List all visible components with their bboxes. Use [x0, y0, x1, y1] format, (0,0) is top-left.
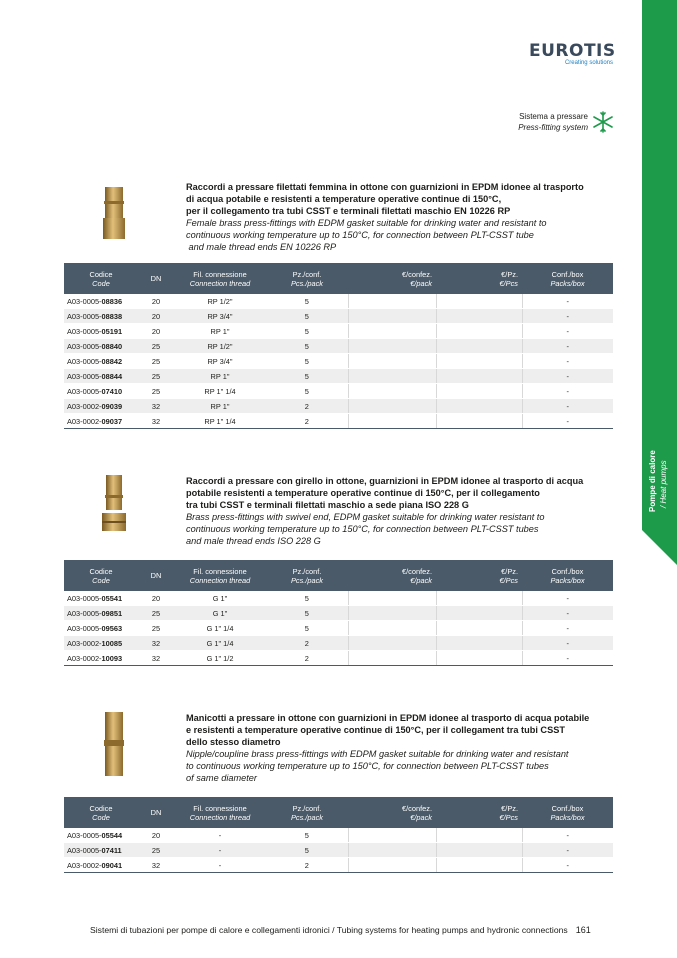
product-code [64, 339, 138, 354]
product-code-prefix: A03-0005- [67, 356, 102, 366]
title-line: e resistenti a temperature operative continue di 150°C, per il collegament tra tubi CSST [186, 725, 565, 735]
column-header-it: €/confez. [402, 566, 432, 576]
product-code-prefix: A03-0005- [67, 830, 102, 840]
title-line: tra tubi CSST e terminali filettati maschio a sede piana ISO 228 G [186, 500, 469, 510]
table-header-row [64, 263, 613, 294]
dn-cell: 32 [138, 636, 174, 651]
pcs-cell: 2 [266, 636, 348, 651]
dn-cell: 25 [138, 843, 174, 858]
section-tab-en: / Heat pumps [659, 460, 668, 508]
column-header-it: DN [150, 274, 162, 283]
product-code [64, 414, 138, 429]
eur-pcs-cell [436, 399, 522, 414]
box-cell: - [522, 621, 613, 636]
column-header-box [522, 797, 613, 828]
eur-pcs-cell [436, 621, 522, 636]
section-2-title-it [186, 475, 616, 511]
section-3-title-it [186, 712, 616, 748]
product-code [64, 384, 138, 399]
box-cell: - [522, 339, 613, 354]
column-header-en: Pcs./pack [290, 812, 324, 822]
column-header-en: Packs/box [550, 575, 585, 585]
table-header-row [64, 560, 613, 591]
product-code-suffix: 05191 [101, 326, 123, 336]
eur-pack-cell [348, 636, 436, 651]
product-code [64, 354, 138, 369]
column-header-eur-pack [348, 560, 436, 591]
product-code-suffix: 05541 [101, 593, 123, 603]
product-code-suffix: 09563 [101, 623, 123, 633]
box-cell: - [522, 294, 613, 309]
column-header-eur-pack [348, 797, 436, 828]
table-row [64, 591, 613, 606]
product-code-suffix: 08840 [101, 341, 123, 351]
column-header-it: Fil. connessione [193, 269, 247, 279]
column-header-en: Code [92, 812, 110, 822]
thread-cell: G 1" [174, 606, 266, 621]
eur-pcs-cell [436, 828, 522, 843]
coupling-fitting-image [100, 710, 128, 780]
column-header-en: Packs/box [550, 278, 585, 288]
dn-cell: 32 [138, 414, 174, 429]
dn-cell: 25 [138, 339, 174, 354]
column-header-thread [174, 560, 266, 591]
eur-pack-cell [348, 324, 436, 339]
column-header-box [522, 560, 613, 591]
product-code-suffix: 08842 [101, 356, 123, 366]
product-code-suffix: 07410 [101, 386, 123, 396]
eur-pack-cell [348, 309, 436, 324]
table-row [64, 369, 613, 384]
column-header-en: €/Pcs [499, 278, 518, 288]
eur-pcs-cell [436, 369, 522, 384]
product-code-suffix: 09851 [101, 608, 123, 618]
eur-pack-cell [348, 606, 436, 621]
product-code-suffix: 09037 [101, 416, 123, 426]
pcs-cell: 5 [266, 324, 348, 339]
product-code [64, 651, 138, 666]
product-code-prefix: A03-0002- [67, 860, 102, 870]
table-row [64, 636, 613, 651]
box-cell: - [522, 591, 613, 606]
product-code [64, 324, 138, 339]
column-header-it: €/Pz. [501, 803, 518, 813]
table-row [64, 828, 613, 843]
eur-pack-cell [348, 384, 436, 399]
title-line: Raccordi a pressare filettati femmina in ottone con guarnizioni in EPDM idonee al trasporto [186, 182, 584, 192]
product-code-suffix: 08844 [101, 371, 123, 381]
section-1-title-it [186, 181, 616, 217]
female-threaded-fitting-image [100, 185, 128, 241]
thread-cell: G 1" 1/2 [174, 651, 266, 666]
pcs-cell: 5 [266, 621, 348, 636]
dn-cell: 32 [138, 858, 174, 873]
column-header-en: €/Pcs [499, 575, 518, 585]
table-row [64, 324, 613, 339]
title-line: potabile resistenti a temperature operative continue di 150°C, per il collegamento [186, 488, 540, 498]
table-row [64, 606, 613, 621]
product-code-prefix: A03-0002- [67, 416, 102, 426]
dn-cell: 25 [138, 384, 174, 399]
title-line: continuous working temperature up to 150°C, for connection between PLT-CSST tube [186, 230, 534, 240]
eur-pcs-cell [436, 414, 522, 429]
product-code [64, 843, 138, 858]
column-header-it: Codice [89, 803, 113, 813]
pcs-cell: 2 [266, 399, 348, 414]
product-code-suffix: 10085 [101, 638, 123, 648]
eur-pcs-cell [436, 354, 522, 369]
column-header-en: Connection thread [189, 812, 251, 822]
title-line: dello stesso diametro [186, 737, 281, 747]
column-header-eur-pcs [436, 797, 522, 828]
section-3-title-en [186, 748, 616, 784]
eur-pcs-cell [436, 339, 522, 354]
column-header-thread [174, 797, 266, 828]
thread-cell: RP 1" [174, 399, 266, 414]
dn-cell: 20 [138, 591, 174, 606]
product-code-prefix: A03-0005- [67, 296, 102, 306]
table-header-row [64, 797, 613, 828]
title-line: di acqua potabile e resistenti a temperature operative continue di 150°C, [186, 194, 502, 204]
column-header-eur-pcs [436, 560, 522, 591]
eur-pack-cell [348, 621, 436, 636]
column-header-it: Pz./conf. [292, 803, 322, 813]
column-header-it: Conf./box [551, 566, 584, 576]
eur-pcs-cell [436, 843, 522, 858]
section-tab-it: Pompe di calore [648, 450, 657, 512]
column-header-dn [138, 797, 174, 828]
column-header-box [522, 263, 613, 294]
thread-cell: G 1" 1/4 [174, 621, 266, 636]
product-code [64, 858, 138, 873]
product-code-prefix: A03-0005- [67, 341, 102, 351]
column-header-dn [138, 263, 174, 294]
brand-logo [529, 41, 619, 66]
pcs-cell: 5 [266, 606, 348, 621]
box-cell: - [522, 843, 613, 858]
product-code [64, 828, 138, 843]
thread-cell: RP 1/2" [174, 294, 266, 309]
eur-pcs-cell [436, 606, 522, 621]
thread-cell: RP 1" 1/4 [174, 414, 266, 429]
column-header-en: €/pack [410, 278, 432, 288]
dn-cell: 20 [138, 324, 174, 339]
eur-pack-cell [348, 843, 436, 858]
title-line: Female brass press-fittings with EDPM gasket suitable for drinking water and resistant to [186, 218, 547, 228]
pcs-cell: 5 [266, 591, 348, 606]
dn-cell: 32 [138, 651, 174, 666]
table-row [64, 399, 613, 414]
column-header-pcs [266, 797, 348, 828]
swivel-fitting-image [100, 473, 128, 535]
pcs-cell: 5 [266, 384, 348, 399]
column-header-eur-pack [348, 263, 436, 294]
column-header-it: DN [150, 808, 162, 817]
product-code-prefix: A03-0005- [67, 386, 102, 396]
dn-cell: 20 [138, 828, 174, 843]
thread-cell: RP 1" 1/4 [174, 384, 266, 399]
column-header-it: Conf./box [551, 269, 584, 279]
eur-pcs-cell [436, 294, 522, 309]
eur-pack-cell [348, 858, 436, 873]
section-3-description [186, 712, 616, 784]
product-code [64, 399, 138, 414]
product-code-prefix: A03-0005- [67, 593, 102, 603]
eur-pack-cell [348, 354, 436, 369]
table-row [64, 384, 613, 399]
brand-tagline: Creating solutions [564, 60, 613, 66]
box-cell: - [522, 399, 613, 414]
column-header-en: €/pack [410, 575, 432, 585]
section-1-description [186, 181, 616, 253]
thread-cell: - [174, 828, 266, 843]
column-header-it: DN [150, 571, 162, 580]
eur-pack-cell [348, 414, 436, 429]
system-label-it: Sistema a pressare [519, 112, 588, 121]
product-code-suffix: 09041 [101, 860, 123, 870]
eur-pcs-cell [436, 858, 522, 873]
eur-pack-cell [348, 294, 436, 309]
column-header-en: Pcs./pack [290, 575, 324, 585]
section-tab-label [643, 440, 677, 570]
column-header-it: €/Pz. [501, 269, 518, 279]
product-code [64, 621, 138, 636]
eur-pack-cell [348, 399, 436, 414]
box-cell: - [522, 414, 613, 429]
product-code [64, 606, 138, 621]
column-header-code [64, 560, 138, 591]
dn-cell: 25 [138, 606, 174, 621]
pcs-cell: 2 [266, 651, 348, 666]
table-row [64, 621, 613, 636]
column-header-it: €/Pz. [501, 566, 518, 576]
product-code-prefix: A03-0002- [67, 638, 102, 648]
title-line: per il collegamento tra tubi CSST e terminali filettati maschio EN 10226 RP [186, 206, 511, 216]
eur-pcs-cell [436, 309, 522, 324]
section-3-table [64, 797, 613, 873]
box-cell: - [522, 636, 613, 651]
product-code-prefix: A03-0005- [67, 311, 102, 321]
pcs-cell: 5 [266, 309, 348, 324]
column-header-it: Fil. connessione [193, 803, 247, 813]
product-code-suffix: 09039 [101, 401, 123, 411]
table-row [64, 309, 613, 324]
page-footer [90, 925, 591, 935]
thread-cell: RP 3/4" [174, 309, 266, 324]
eur-pack-cell [348, 591, 436, 606]
dn-cell: 32 [138, 399, 174, 414]
product-code [64, 369, 138, 384]
dn-cell: 20 [138, 309, 174, 324]
product-code-prefix: A03-0005- [67, 623, 102, 633]
eur-pack-cell [348, 651, 436, 666]
title-line: Manicotti a pressare in ottone con guarnizioni in EPDM idonee al trasporto di acqua potabile [186, 713, 590, 723]
thread-cell: RP 1" [174, 369, 266, 384]
eur-pcs-cell [436, 324, 522, 339]
section-1-title-en [186, 217, 616, 253]
footer-text: Sistemi di tubazioni per pompe di calore e collegamenti idronici / Tubing systems for heating pumps and hydronic connections [90, 925, 568, 935]
title-line: Raccordi a pressare con girello in ottone, guarnizioni in EPDM idonee al trasporto di acqua [186, 476, 584, 486]
title-line: continuous working temperature up to 150°C, for connection between PLT-CSST tubes [186, 524, 539, 534]
press-fitting-icon [591, 110, 615, 134]
section-2-title-en [186, 511, 616, 547]
column-header-it: Codice [89, 566, 113, 576]
column-header-en: €/pack [410, 812, 432, 822]
thread-cell: RP 3/4" [174, 354, 266, 369]
product-code [64, 309, 138, 324]
table-row [64, 294, 613, 309]
product-code-prefix: A03-0002- [67, 401, 102, 411]
dn-cell: 25 [138, 354, 174, 369]
eur-pcs-cell [436, 636, 522, 651]
box-cell: - [522, 324, 613, 339]
column-header-it: Conf./box [551, 803, 584, 813]
dn-cell: 20 [138, 294, 174, 309]
column-header-en: Code [92, 575, 110, 585]
thread-cell: G 1" [174, 591, 266, 606]
brand-name: EUROTIS [529, 41, 616, 61]
column-header-it: Codice [89, 269, 113, 279]
column-header-eur-pcs [436, 263, 522, 294]
column-header-it: Pz./conf. [292, 269, 322, 279]
column-header-it: Fil. connessione [193, 566, 247, 576]
title-line: of same diameter [186, 773, 257, 783]
title-line: Nipple/coupline brass press-fittings with EDPM gasket suitable for drinking water and resistant [186, 749, 569, 759]
section-1-table [64, 263, 613, 429]
thread-cell: - [174, 843, 266, 858]
dn-cell: 25 [138, 369, 174, 384]
thread-cell: - [174, 858, 266, 873]
product-code [64, 294, 138, 309]
pcs-cell: 5 [266, 843, 348, 858]
column-header-code [64, 263, 138, 294]
table-row [64, 414, 613, 429]
box-cell: - [522, 606, 613, 621]
pcs-cell: 5 [266, 369, 348, 384]
pcs-cell: 5 [266, 339, 348, 354]
product-code [64, 591, 138, 606]
eur-pcs-cell [436, 384, 522, 399]
thread-cell: G 1" 1/4 [174, 636, 266, 651]
system-label-en: Press-fitting system [518, 123, 588, 132]
eur-pack-cell [348, 369, 436, 384]
column-header-en: Connection thread [189, 575, 251, 585]
table-row [64, 843, 613, 858]
section-2-description [186, 475, 616, 547]
column-header-en: Packs/box [550, 812, 585, 822]
product-code-suffix: 10093 [101, 653, 123, 663]
title-line: Brass press-fittings with swivel end, EDPM gasket suitable for drinking water resistant to [186, 512, 545, 522]
product-code-prefix: A03-0005- [67, 326, 102, 336]
title-line: and male thread ends EN 10226 RP [186, 242, 337, 252]
thread-cell: RP 1/2" [174, 339, 266, 354]
product-code-suffix: 08836 [101, 296, 123, 306]
box-cell: - [522, 369, 613, 384]
box-cell: - [522, 309, 613, 324]
title-line: and male thread ends ISO 228 G [186, 536, 321, 546]
box-cell: - [522, 828, 613, 843]
eur-pack-cell [348, 339, 436, 354]
column-header-it: €/confez. [402, 803, 432, 813]
page-number: 161 [575, 925, 591, 935]
column-header-dn [138, 560, 174, 591]
column-header-pcs [266, 560, 348, 591]
section-2-table [64, 560, 613, 666]
column-header-pcs [266, 263, 348, 294]
product-code-prefix: A03-0005- [67, 845, 102, 855]
product-code [64, 636, 138, 651]
column-header-it: €/confez. [402, 269, 432, 279]
product-code-prefix: A03-0005- [67, 608, 102, 618]
box-cell: - [522, 858, 613, 873]
column-header-en: Code [92, 278, 110, 288]
pcs-cell: 2 [266, 858, 348, 873]
eur-pack-cell [348, 828, 436, 843]
column-header-en: Connection thread [189, 278, 251, 288]
box-cell: - [522, 651, 613, 666]
pcs-cell: 5 [266, 354, 348, 369]
column-header-en: €/Pcs [499, 812, 518, 822]
product-code-prefix: A03-0005- [67, 371, 102, 381]
product-code-suffix: 05544 [101, 830, 123, 840]
eur-pcs-cell [436, 591, 522, 606]
column-header-code [64, 797, 138, 828]
column-header-thread [174, 263, 266, 294]
table-row [64, 651, 613, 666]
product-code-prefix: A03-0002- [67, 653, 102, 663]
column-header-it: Pz./conf. [292, 566, 322, 576]
box-cell: - [522, 354, 613, 369]
column-header-en: Pcs./pack [290, 278, 324, 288]
pcs-cell: 2 [266, 414, 348, 429]
dn-cell: 25 [138, 621, 174, 636]
table-row [64, 858, 613, 873]
table-row [64, 339, 613, 354]
table-row [64, 354, 613, 369]
box-cell: - [522, 384, 613, 399]
thread-cell: RP 1" [174, 324, 266, 339]
title-line: to continuous working temperature up to 150°C, for connection between PLT-CSST tubes [186, 761, 549, 771]
pcs-cell: 5 [266, 294, 348, 309]
product-code-suffix: 08838 [101, 311, 123, 321]
eur-pcs-cell [436, 651, 522, 666]
system-label [470, 111, 588, 133]
product-code-suffix: 07411 [101, 845, 122, 855]
pcs-cell: 5 [266, 828, 348, 843]
